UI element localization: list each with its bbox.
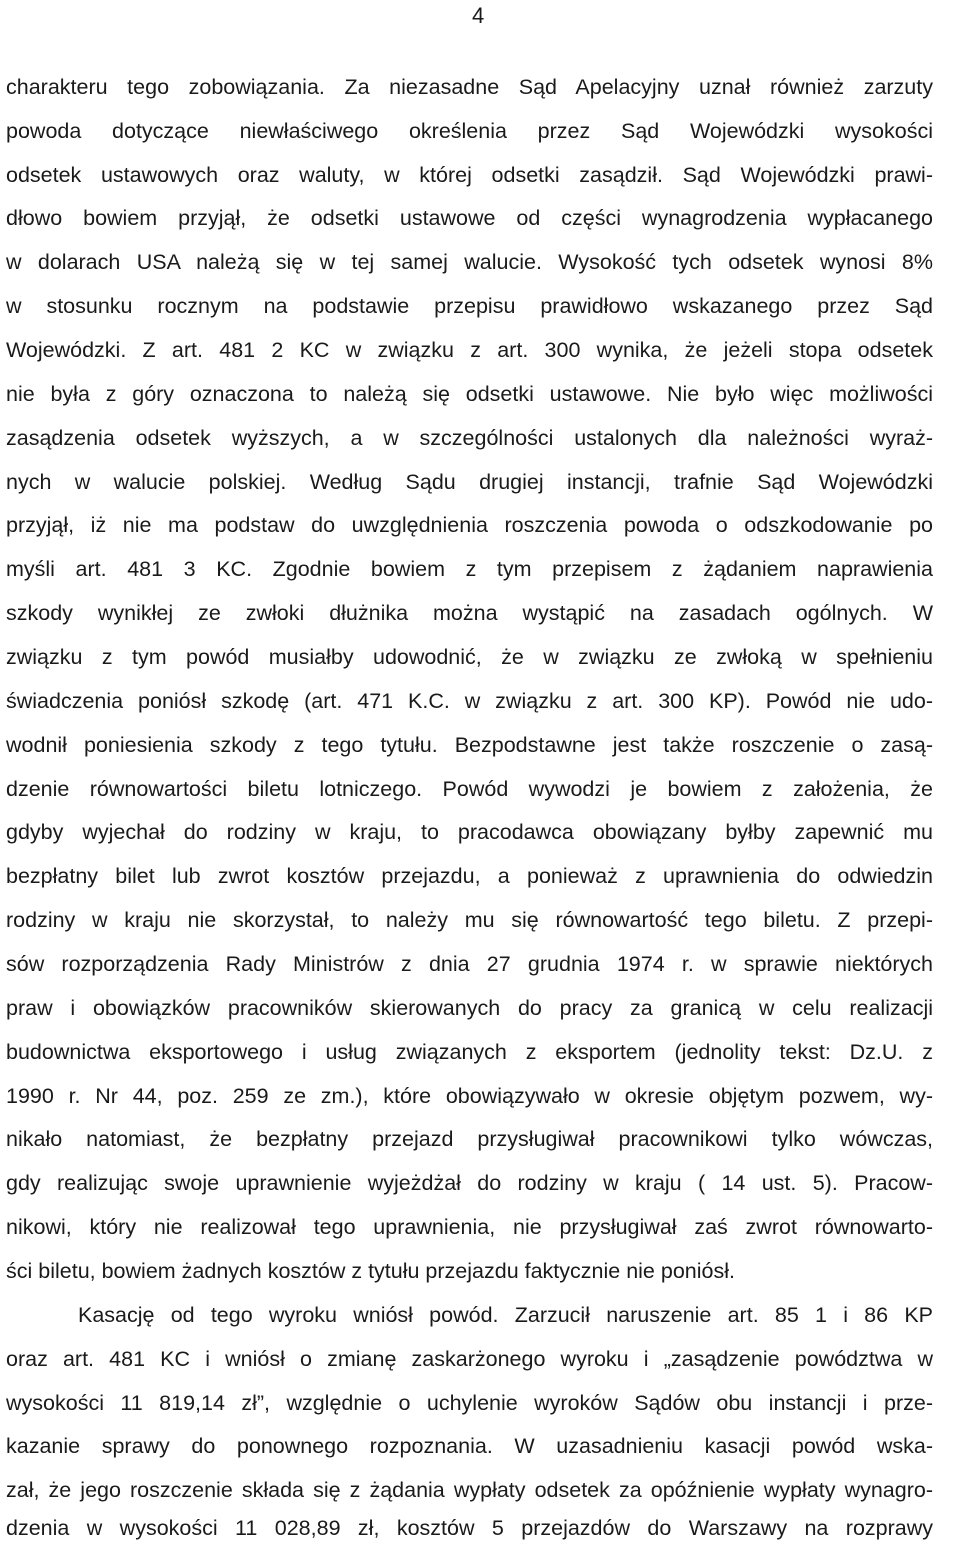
text-line: zał, że jego roszczenie składa się z żądania wypłaty odsetek za opóźnienie wypłaty wynagro-	[6, 1478, 933, 1502]
text-line: w dolarach USA należą się w tej samej walucie. Wysokość tych odsetek wynosi 8%	[6, 250, 933, 274]
text-line: odsetek ustawowych oraz waluty, w której odsetki zasądził. Sąd Wojewódzki prawi-	[6, 163, 933, 187]
text-line: 1990 r. Nr 44, poz. 259 ze zm.), które obowiązywało w okresie objętym pozwem, wy-	[6, 1084, 933, 1108]
text-line: oraz art. 481 KC i wniósł o zmianę zaskarżonego wyroku i „zasądzenie powództwa w	[6, 1347, 933, 1371]
text-line: nikowi, który nie realizował tego uprawnienia, nie przysługiwał zaś zwrot równowarto-	[6, 1215, 933, 1239]
text-line: ści biletu, bowiem żadnych kosztów z tytułu przejazdu faktycznie nie poniósł.	[6, 1259, 735, 1283]
text-line: zasądzenia odsetek wyższych, a w szczególności ustalonych dla należności wyraż-	[6, 426, 933, 450]
text-line: powoda dotyczące niewłaściwego określenia przez Sąd Wojewódzki wysokości	[6, 119, 933, 143]
text-line: kazanie sprawy do ponownego rozpoznania. W uzasadnieniu kasacji powód wska-	[6, 1434, 933, 1458]
text-line: myśli art. 481 3 KC. Zgodnie bowiem z tym przepisem z żądaniem naprawienia	[6, 557, 933, 581]
text-line: Kasację od tego wyroku wniósł powód. Zarzucił naruszenie art. 85 1 i 86 KP	[78, 1303, 933, 1327]
text-line: dłowo bowiem przyjął, że odsetki ustawowe od części wynagrodzenia wypłacanego	[6, 206, 933, 230]
text-line: praw i obowiązków pracowników skierowanych do pracy za granicą w celu realizacji	[6, 996, 933, 1020]
text-line: Wojewódzki. Z art. 481 2 KC w związku z art. 300 wynika, że jeżeli stopa odsetek	[6, 338, 933, 362]
text-line: nych w walucie polskiej. Według Sądu drugiej instancji, trafnie Sąd Wojewódzki	[6, 470, 933, 494]
text-line: bezpłatny bilet lub zwrot kosztów przejazdu, a ponieważ z uprawnienia do odwiedzin	[6, 864, 933, 888]
page-number: 4	[472, 3, 485, 28]
text-line: nie była z góry oznaczona to należą się odsetki ustawowe. Nie było więc możliwości	[6, 382, 933, 406]
text-line: gdy realizując swoje uprawnienie wyjeżdżał do rodziny w kraju ( 14 ust. 5). Pracow-	[6, 1171, 933, 1195]
text-line: budownictwa eksportowego i usług związanych z eksportem (jednolity tekst: Dz.U. z	[6, 1040, 933, 1064]
text-line: charakteru tego zobowiązania. Za niezasadne Sąd Apelacyjny uznał również zarzuty	[6, 75, 933, 99]
text-line: szkody wynikłej ze zwłoki dłużnika można wystąpić na zasadach ogólnych. W	[6, 601, 933, 625]
text-line: świadczenia poniósł szkodę (art. 471 K.C. w związku z art. 300 KP). Powód nie udo-	[6, 689, 933, 713]
text-line: wysokości 11 819,14 zł”, względnie o uchylenie wyroków Sądów obu instancji i prze-	[6, 1391, 933, 1415]
text-line: rodziny w kraju nie skorzystał, to należy mu się równowartość tego biletu. Z przepi-	[6, 908, 933, 932]
text-line: wodnił poniesienia szkody z tego tytułu. Bezpodstawne jest także roszczenie o zasą-	[6, 733, 933, 757]
text-line: dzenia w wysokości 11 028,89 zł, kosztów 5 przejazdów do Warszawy na rozprawy	[6, 1516, 933, 1540]
text-line: związku z tym powód musiałby udowodnić, że w związku ze zwłoką w spełnieniu	[6, 645, 933, 669]
text-line: sów rozporządzenia Rady Ministrów z dnia 27 grudnia 1974 r. w sprawie niektórych	[6, 952, 933, 976]
text-line: gdyby wyjechał do rodziny w kraju, to pracodawca obowiązany byłby zapewnić mu	[6, 820, 933, 844]
text-line: przyjął, iż nie ma podstaw do uwzględnienia roszczenia powoda o odszkodowanie po	[6, 513, 933, 537]
text-line: nikało natomiast, że bezpłatny przejazd przysługiwał pracownikowi tylko wówczas,	[6, 1127, 933, 1151]
text-line: dzenie równowartości biletu lotniczego. Powód wywodzi je bowiem z założenia, że	[6, 777, 933, 801]
text-line: w stosunku rocznym na podstawie przepisu prawidłowo wskazanego przez Sąd	[6, 294, 933, 318]
